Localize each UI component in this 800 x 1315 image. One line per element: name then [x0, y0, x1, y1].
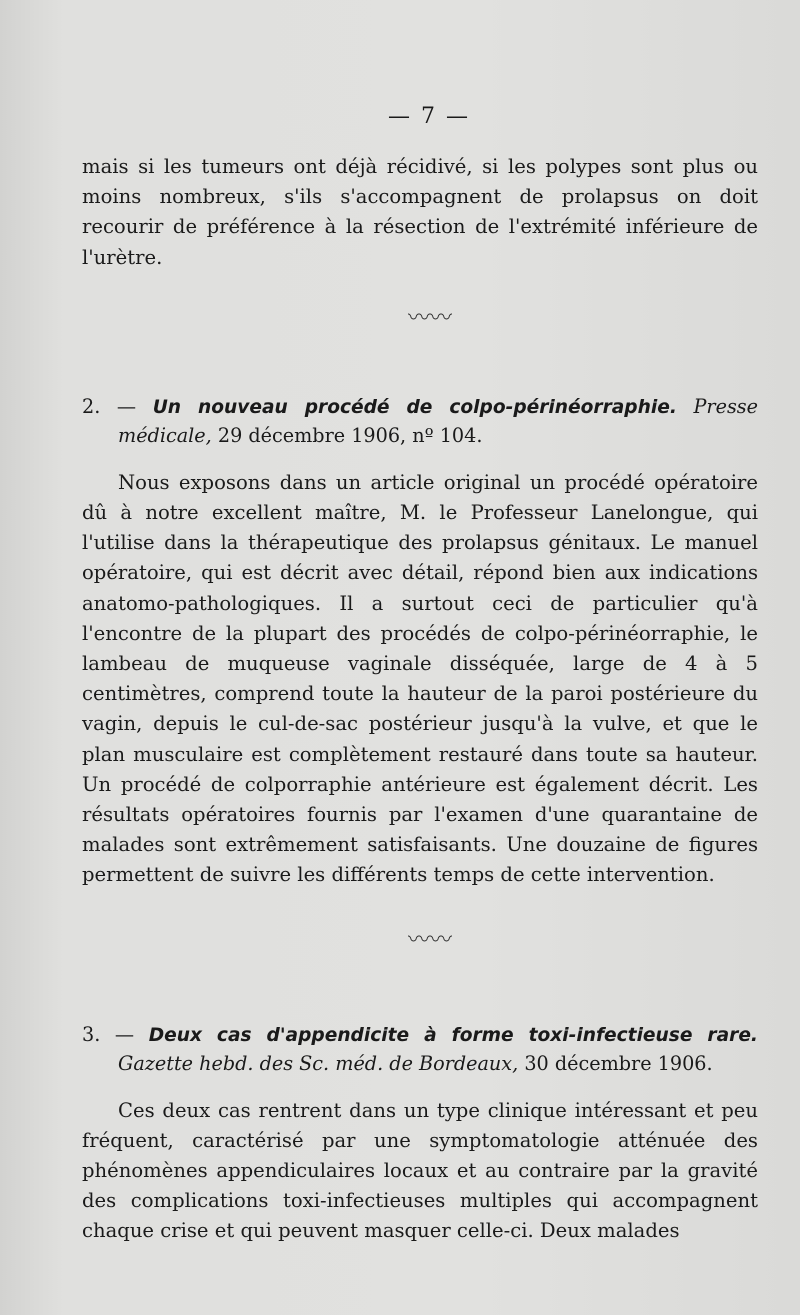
entry-3-title: Deux cas d'appendicite à forme toxi-infectieuse rare.	[148, 1024, 758, 1046]
section-divider-ornament: 〰〰	[407, 305, 452, 331]
entry-2-details: 29 décembre 1906, nº 104.	[217, 423, 483, 447]
entry-3-paragraph: Ces deux cas rentrent dans un type clinique intéressant et peu fréquent, caractérisé par une symptomatologie atténuée des phénomènes appendiculaires locaux et au contraire par la gravité des complications toxi-infectieuses multiples qui accompagnent chaque crise et qui peuvent masquer celle-ci. Deux malades	[82, 1098, 758, 1243]
intro-paragraph: mais si les tumeurs ont déjà récidivé, si les polypes sont plus ou moins nombreux, s'ils s'accompagnent de prolapsus on doit recourir de préférence à la résection de l'extrémité inférieure de l'urètre.	[82, 155, 758, 269]
entry-3-number: 3. —	[82, 1022, 135, 1046]
entry-2-number: 2. —	[82, 394, 137, 418]
entry-3-source: Gazette hebd. des Sc. méd. de Bordeaux,	[118, 1051, 519, 1075]
section-divider-ornament: 〰〰	[407, 927, 452, 953]
entry-2-source: Presse médicale,	[118, 394, 758, 447]
entry-3-details: 30 décembre 1906.	[524, 1051, 713, 1075]
entry-2-paragraph: Nous exposons dans un article original un procédé opératoire dû à notre excellent maître, M. le Professeur Lanelongue, qui l'utilise dans la thérapeutique des prolapsus génitaux. Le manuel opératoire, qui est décrit avec détail, répond bien aux indications anatomo-pathologiques. Il a surtout ceci de particulier qu'à l'encontre de la plupart des procédés de colpo-périnéorraphie, le lambeau de muqueuse vaginale disséquée, large de 4 à 5 centimètres, comprend toute la hauteur de la paroi postérieure du vagin, depuis le cul-de-sac postérieur jusqu'à la vulve, et que le plan musculaire est complètement restauré dans toute sa hauteur. Un procédé de colporraphie antérieure est également décrit. Les résultats opératoires fournis par l'examen d'une quarantaine de malades sont extrêmement satisfaisants. Une douzaine de figures permettent de suivre les différents temps de cette intervention.	[82, 470, 758, 887]
entry-3-heading	[82, 1021, 758, 1078]
entry-2-heading	[82, 393, 758, 450]
page-number: — 7 —	[388, 104, 470, 129]
entry-2-title: Un nouveau procédé de colpo-périnéorraphie.	[152, 396, 677, 418]
